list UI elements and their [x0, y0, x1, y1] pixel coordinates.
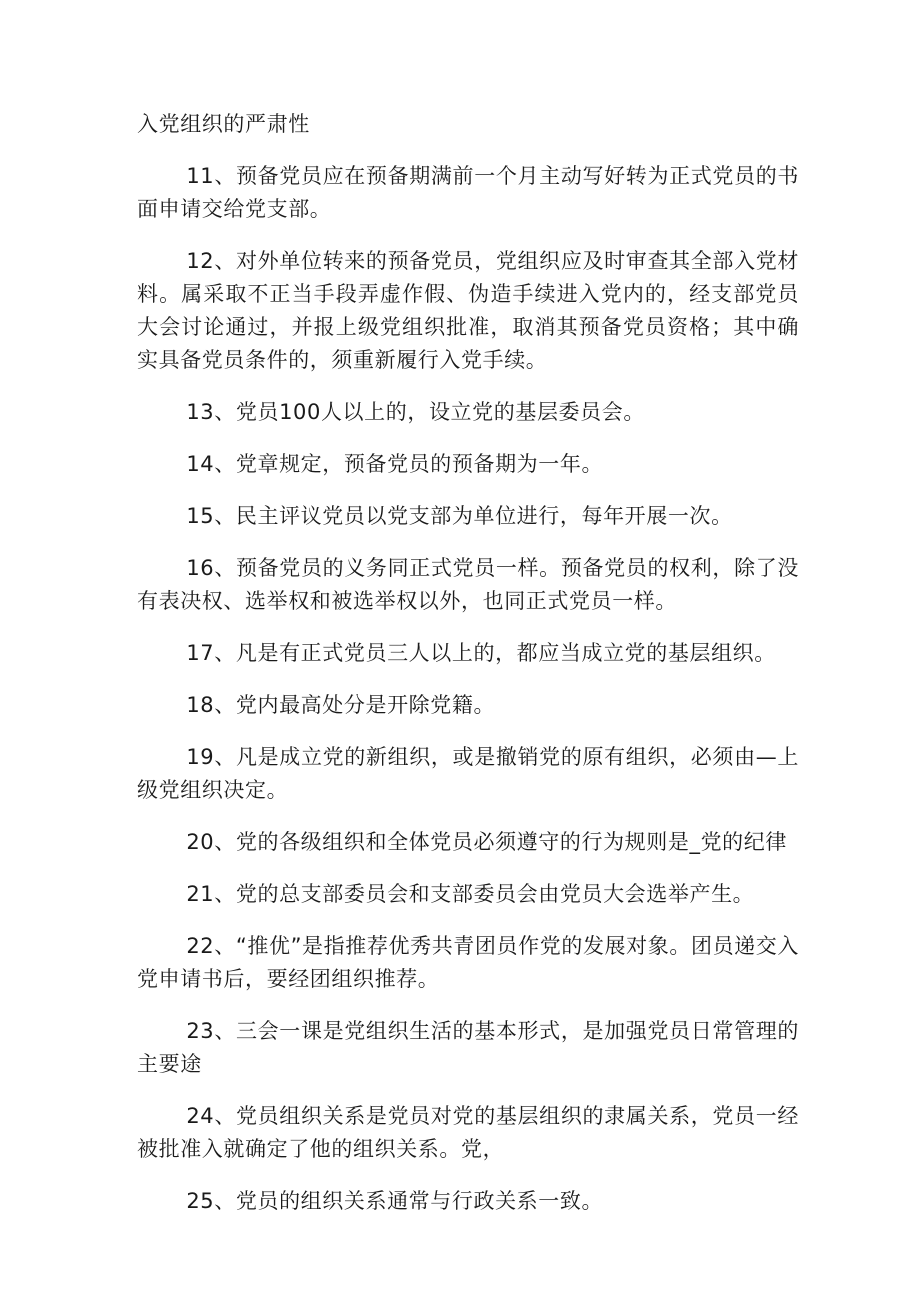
paragraph-item-23: 23、三会一课是党组织生活的基本形式，是加强党员日常管理的主要途 [137, 1019, 799, 1076]
paragraph-item-20: 20、党的各级组织和全体党员必须遵守的行为规则是_党的纪律 [186, 830, 787, 854]
paragraph-item-12: 12、对外单位转来的预备党员，党组织应及时审查其全部入党材料。属采取不正当手段弄虚作假、伪造手续进入党内的，经支部党员大会讨论通过，并报上级党组织批准，取消其预备党员资格；其中确实具备党员条件的，须重新履行入党手续。 [137, 249, 799, 372]
paragraph-item-22: 22、“推优”是指推荐优秀共青团员作党的发展对象。团员递交入党申请书后，要经团组织推荐。 [137, 934, 799, 991]
paragraph-item-18: 18、党内最高处分是开除党籍。 [186, 693, 496, 717]
paragraph-item-24: 24、党员组织关系是党员对党的基层组织的隶属关系，党员一经被批准入就确定了他的组织关系。党， [137, 1104, 799, 1161]
paragraph-item-14: 14、党章规定，预备党员的预备期为一年。 [186, 452, 604, 476]
paragraph-item-15: 15、民主评议党员以党支部为单位进行，每年开展一次。 [186, 504, 733, 528]
paragraph-item-19: 19、凡是成立党的新组织，或是撤销党的原有组织，必须由—上级党组织决定。 [137, 745, 799, 802]
paragraph-continuation: 入党组织的严肃性 [137, 112, 310, 136]
paragraph-item-25: 25、党员的组织关系通常与行政关系一致。 [186, 1189, 604, 1213]
paragraph-item-16: 16、预备党员的义务同正式党员一样。预备党员的权利，除了没有表决权、选举权和被选举权以外，也同正式党员一样。 [137, 556, 799, 613]
paragraph-item-21: 21、党的总支部委员会和支部委员会由党员大会选举产生。 [186, 882, 755, 906]
paragraph-item-11: 11、预备党员应在预备期满前一个月主动写好转为正式党员的书面申请交给党支部。 [137, 164, 799, 221]
paragraph-item-13: 13、党员100人以上的，设立党的基层委员会。 [186, 400, 645, 424]
document-body [137, 108, 799, 1237]
paragraph-item-17: 17、凡是有正式党员三人以上的，都应当成立党的基层组织。 [186, 641, 776, 665]
